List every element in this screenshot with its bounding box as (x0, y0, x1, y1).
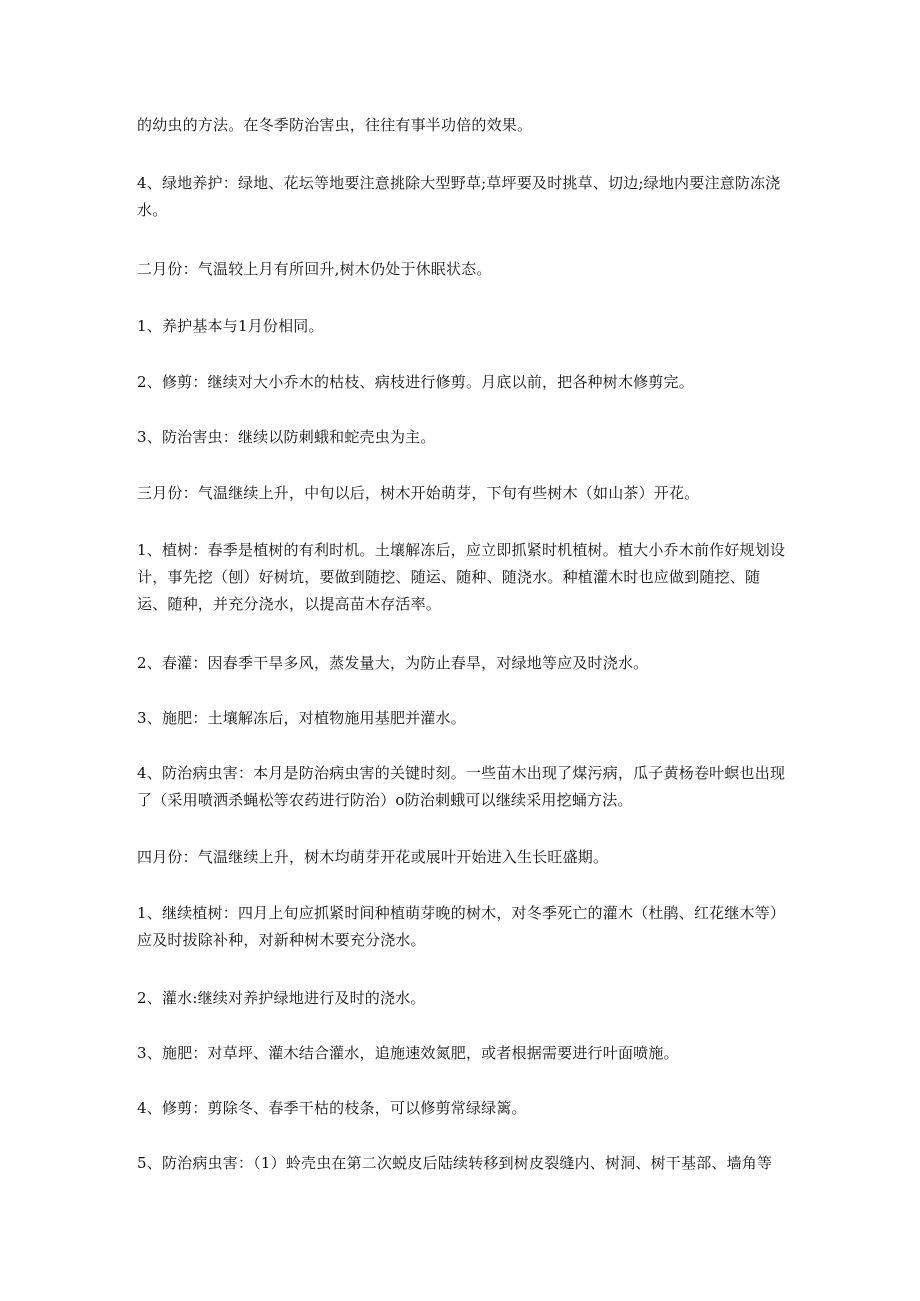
paragraph-6: 3、防治害虫：继续以防刺蛾和蛇壳虫为主。 (137, 428, 436, 446)
paragraph-february-heading: 二月份：气温较上月有所回升,树木仍处于休眠状态。 (137, 260, 492, 278)
paragraph-9: 2、春灌：因春季干旱多风，蒸发量大，为防止春旱，对绿地等应及时浇水。 (137, 654, 649, 672)
paragraph-march-heading: 三月份：气温继续上升，中旬以后，树木开始萌芽，下旬有些树木（如山茶）开花。 (137, 484, 700, 502)
paragraph-10: 3、施肥：土壤解冻后，对植物施用基肥并灌水。 (137, 709, 466, 727)
paragraph-13: 1、继续植树：四月上旬应抓紧时间种植萌芽晚的树木，对冬季死亡的灌木（杜鹃、红花继木等）应及时拔除补种，对新种树木要充分浇水。 (137, 904, 786, 949)
paragraph-5: 2、修剪：继续对大小乔木的枯枝、病枝进行修剪。月底以前，把各种树木修剪完。 (137, 373, 694, 391)
paragraph-16: 4、修剪：剪除冬、春季干枯的枝条，可以修剪常绿绿篱。 (137, 1099, 527, 1117)
paragraph-17: 5、防治病虫害：（1）蛉壳虫在第二次蜕皮后陆续转移到树皮裂缝内、树洞、树干基部、墙角等 (137, 1154, 773, 1172)
paragraph-14: 2、灌水:继续对养护绿地进行及时的浇水。 (137, 989, 426, 1007)
paragraph-8: 1、植树：春季是植树的有利时机。土壤解冻后，应立即抓紧时机植树。植大小乔木前作好规划设计，事先挖（刨）好树坑，要做到随挖、随运、随种、随浇水。种植灌木时也应做到随挖、随运、随种，并充分浇水，以提高苗木存活率。 (137, 541, 786, 613)
paragraph-1: 的幼虫的方法。在冬季防治害虫，往往有事半功倍的效果。 (137, 116, 533, 134)
paragraph-4: 1、养护基本与1月份相同。 (137, 317, 324, 335)
paragraph-15: 3、施肥：对草坪、灌木结合灌水，追施速效氮肥，或者根据需要进行叶面喷施。 (137, 1044, 679, 1062)
paragraph-april-heading: 四月份：气温继续上升，树木均萌芽开花或展叶开始进入生长旺盛期。 (137, 848, 609, 866)
paragraph-11: 4、防治病虫害：本月是防治病虫害的关键时刻。一些苗木出现了煤污病，瓜子黄杨卷叶螟也出现了（采用喷洒杀蝇松等农药进行防治）o防治刺蛾可以继续采用挖蛹方法。 (137, 764, 786, 809)
paragraph-2: 4、绿地养护：绿地、花坛等地要注意挑除大型野草;草坪要及时挑草、切边;绿地内要注意防冻浇水。 (137, 174, 781, 219)
